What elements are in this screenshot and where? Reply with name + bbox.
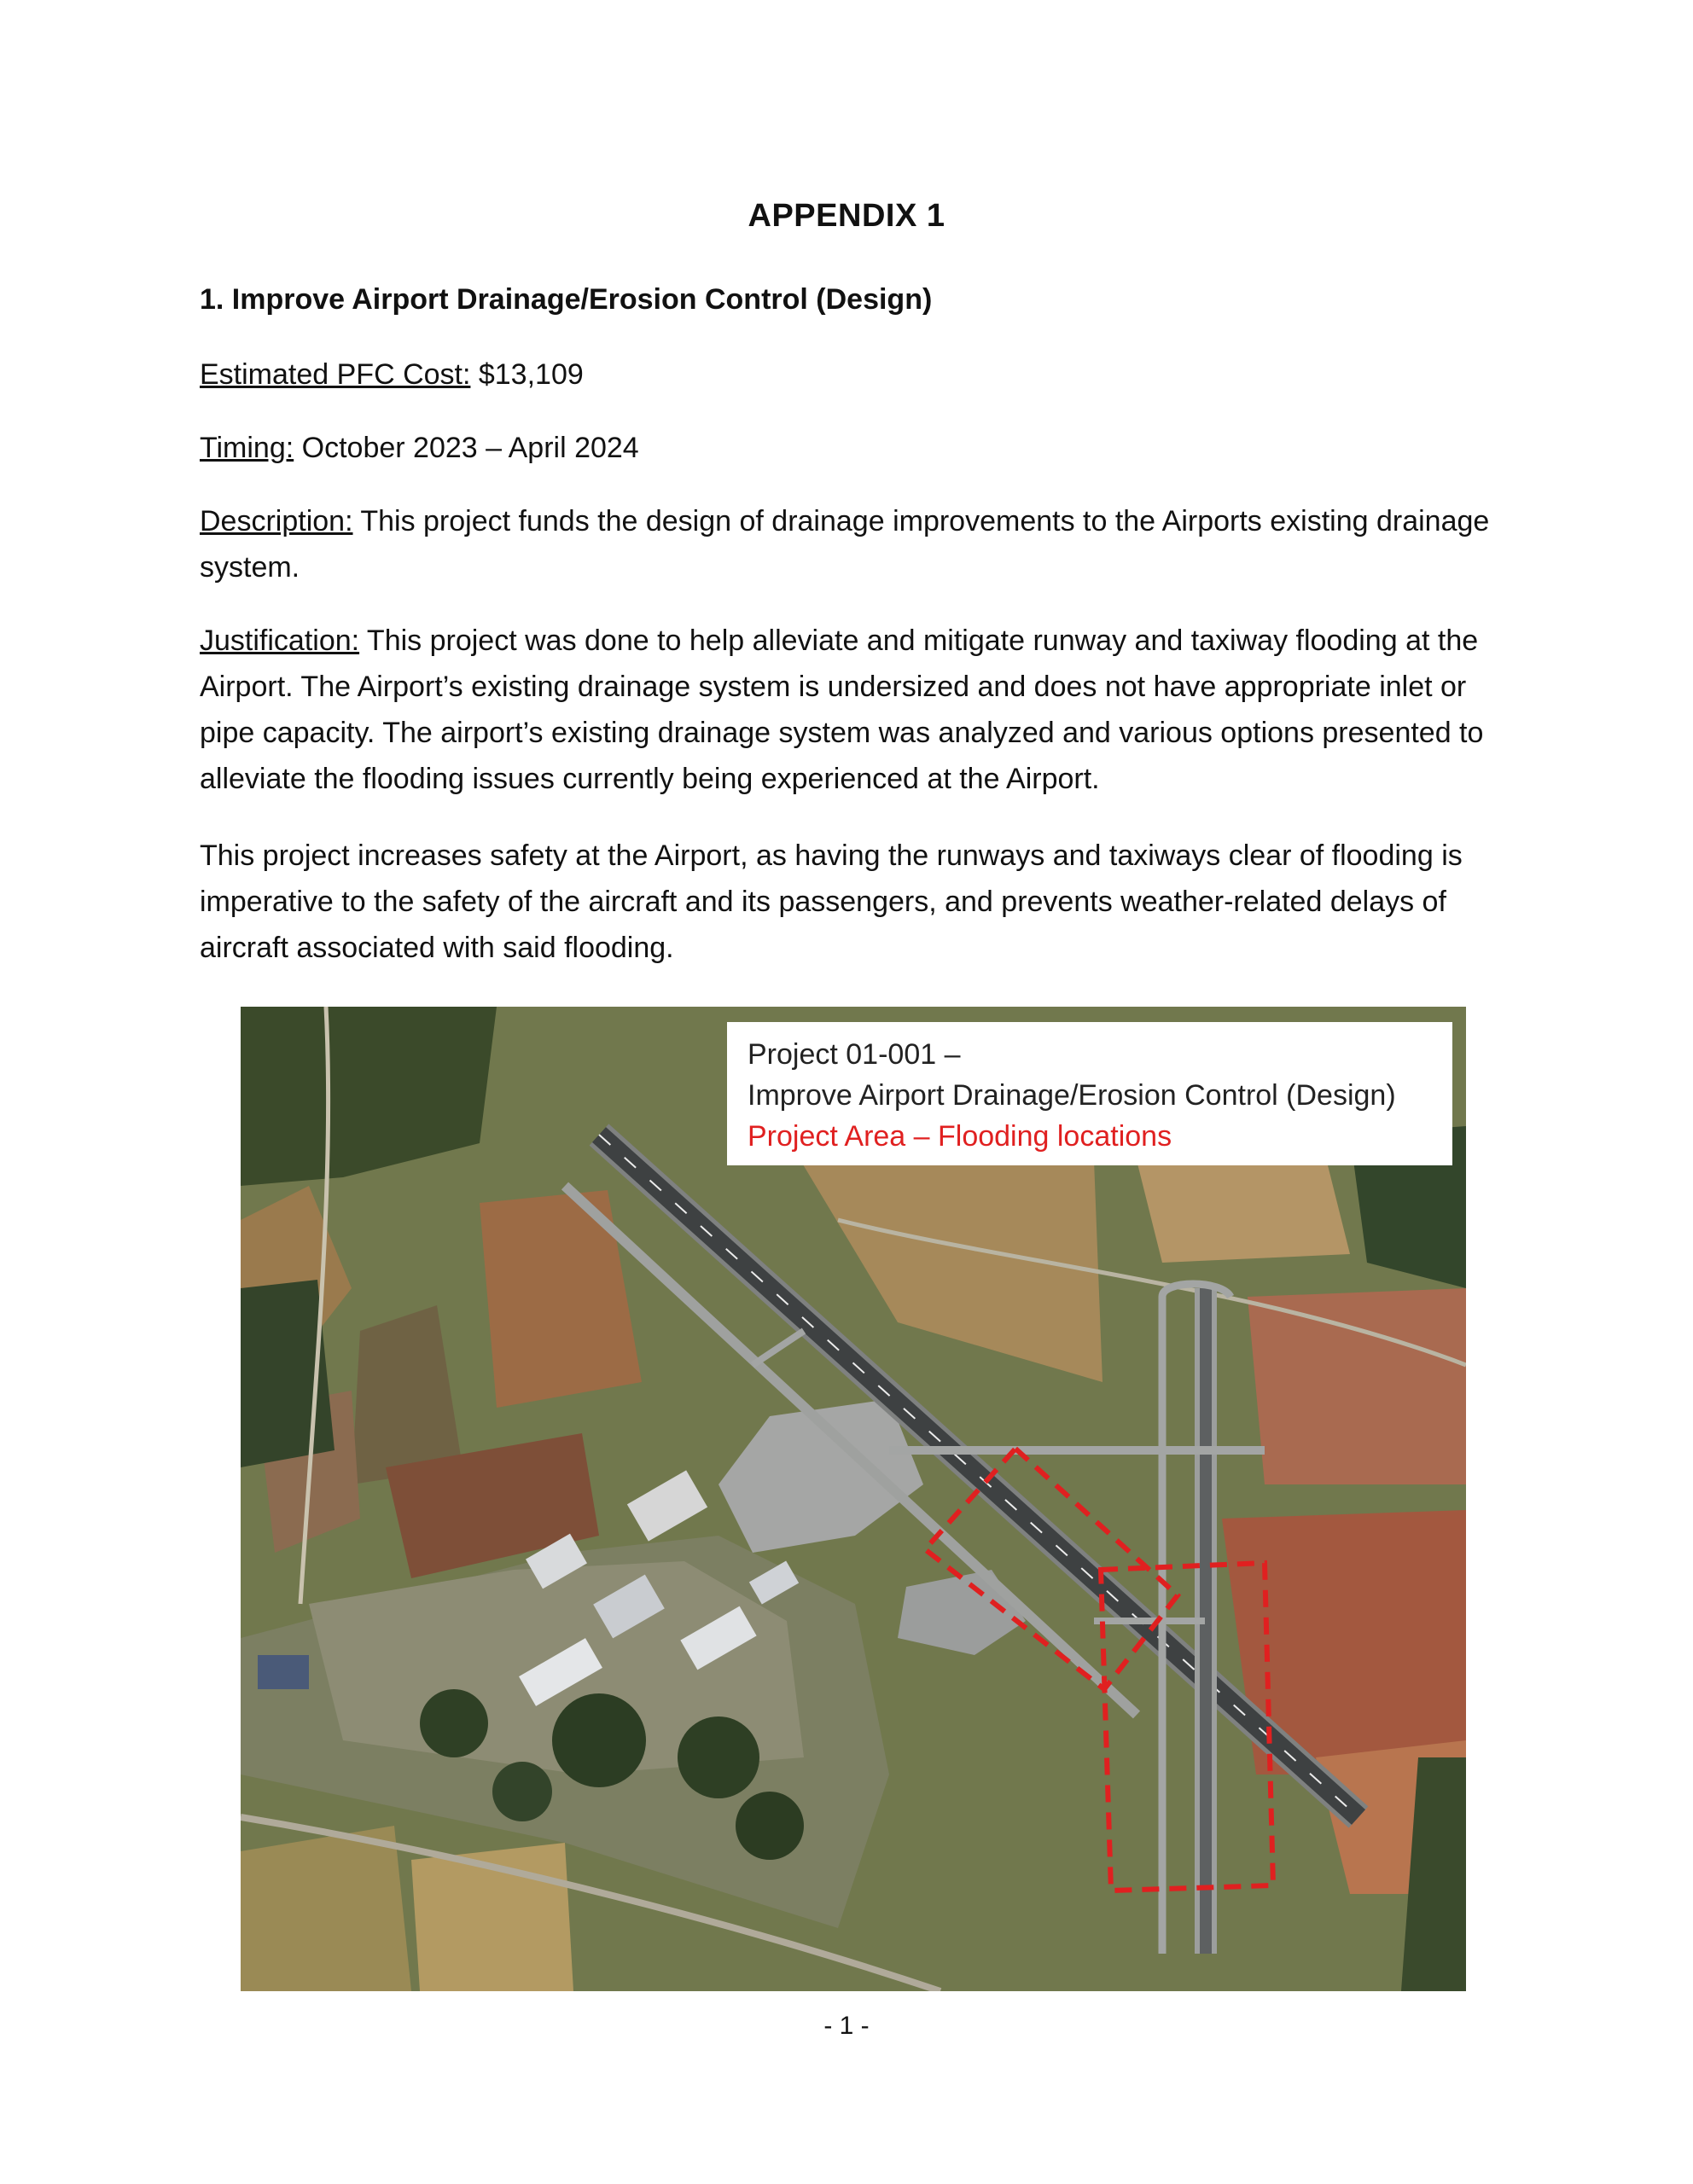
caption-project-area: Project Area – Flooding locations — [748, 1120, 1172, 1153]
description-paragraph — [200, 498, 1514, 590]
cost-value: $13,109 — [470, 358, 584, 391]
safety-paragraph: This project increases safety at the Airport, as having the runways and taxiways clear of flooding is imperative to the safety of the aircraft and its passengers, and prevents weather-related delays of aircraft associated with said flooding. — [200, 839, 1463, 964]
page-title: APPENDIX 1 — [748, 198, 945, 234]
timing-label: Timing: — [200, 432, 294, 464]
justification-label: Justification: — [200, 624, 360, 657]
justification-paragraph — [200, 618, 1514, 802]
cost-line — [200, 351, 1514, 398]
page-number: - 1 - — [823, 2012, 870, 2040]
caption-project-number: Project 01-001 – — [748, 1038, 961, 1071]
aerial-map-figure — [241, 1007, 1466, 1991]
timing-value: October 2023 – April 2024 — [294, 432, 639, 464]
section-heading: 1. Improve Airport Drainage/Erosion Control (Design) — [200, 283, 933, 316]
caption-project-title: Improve Airport Drainage/Erosion Control (Design) — [748, 1079, 1396, 1112]
justification-text: This project was done to help alleviate and mitigate runway and taxiway flooding at the Airport. The Airport’s existing drainage system is undersized and does not have appropriate inlet or pipe capacity. The airport’s existing drainage system was analyzed and various options presented to alleviate the flooding issues currently being experienced at the Airport. — [200, 624, 1484, 795]
cost-label: Estimated PFC Cost: — [200, 358, 471, 391]
description-text: This project funds the design of drainage improvements to the Airports existing drainage system. — [200, 505, 1490, 584]
description-label: Description: — [200, 505, 353, 537]
map-caption — [727, 1022, 1452, 1165]
timing-line — [200, 425, 1514, 471]
